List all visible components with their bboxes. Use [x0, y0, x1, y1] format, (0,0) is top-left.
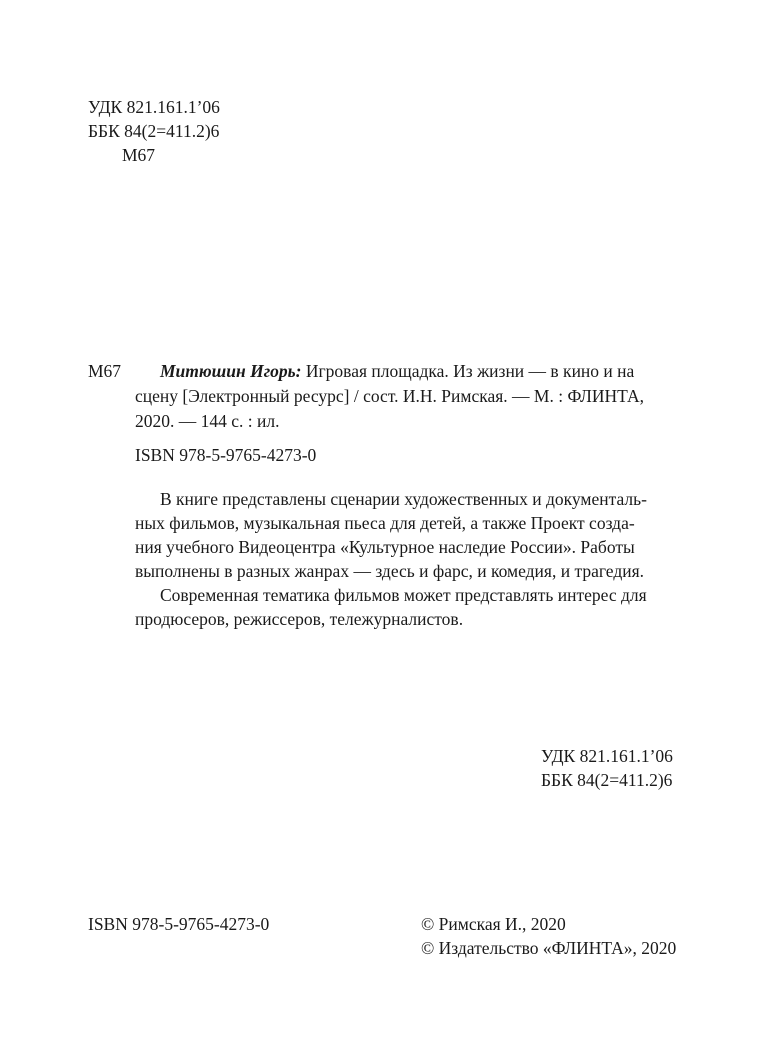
udk-index-bottom: УДК 821.161.1’06	[541, 746, 673, 766]
bibliographic-entry	[135, 359, 667, 434]
annotation-line: ния учебного Видеоцентра «Культурное наследие России». Работы	[135, 537, 635, 557]
entry-line-1	[135, 359, 667, 384]
isbn-footer: ISBN 978-5-9765-4273-0	[88, 914, 270, 934]
copyright-compiler: © Римская И., 2020	[421, 914, 566, 934]
entry-title: Игровая площадка. Из жизни — в кино и на	[301, 361, 635, 381]
annotation-line: Современная тематика фильмов может представлять интерес для	[160, 585, 647, 605]
isbn-entry: ISBN 978-5-9765-4273-0	[135, 445, 317, 465]
copyright-publisher: © Издательство «ФЛИНТА», 2020	[421, 938, 677, 958]
entry-line-3: 2020. — 144 с. : ил.	[135, 411, 280, 431]
annotation-line: выполнены в разных жанрах — здесь и фарс, и комедия, и трагедия.	[135, 561, 645, 581]
udk-index-top: УДК 821.161.1’06	[88, 97, 220, 117]
entry-author-code: М67	[88, 361, 122, 381]
author-code-top: М67	[122, 145, 156, 165]
annotation-line: ных фильмов, музыкальная пьеса для детей, а также Проект созда-	[135, 513, 635, 533]
annotation-line: В книге представлены сценарии художественных и документаль-	[160, 489, 647, 509]
annotation	[135, 487, 675, 631]
annotation-line: продюсеров, режиссеров, тележурналистов.	[135, 609, 464, 629]
entry-line-2: сцену [Электронный ресурс] / сост. И.Н. Римская. — М. : ФЛИНТА,	[135, 386, 644, 406]
entry-author: Митюшин Игорь:	[160, 361, 302, 381]
bbk-index-top: ББК 84(2=411.2)6	[88, 121, 220, 141]
bbk-index-bottom: ББК 84(2=411.2)6	[541, 770, 673, 790]
